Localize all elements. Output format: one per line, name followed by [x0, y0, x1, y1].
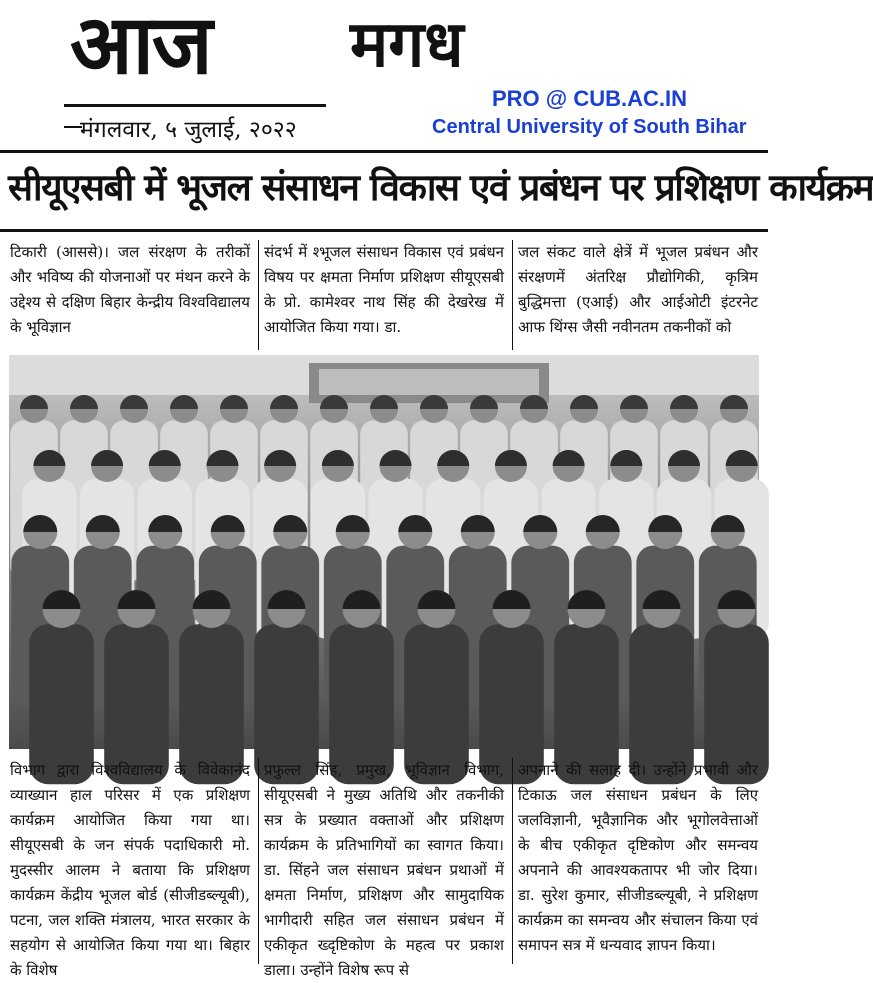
article-top-column-1: टिकारी (आससे)। जल संरक्षण के तरीकों और भविष्य की योजनाओं पर मंथन करने के उद्देश्य से दक्षिण बिहार केन्द्रीय विश्वविद्यालय के भूविज्ञान — [10, 243, 250, 336]
group-photo-illustration — [9, 355, 759, 749]
newspaper-logo: आज — [70, 0, 211, 93]
column-divider — [512, 240, 513, 350]
article-top-column-2: संदर्भ में श्भूजल संसाधन विकास एवं प्रबंधन विषय पर क्षमता निर्माण प्रशिक्षण सीयूएसबी के प्रो. कामेश्वर नाथ सिंह की देखरेख में आयोजित किया गया। डा. — [264, 243, 504, 336]
issue-date: मंगलवार, ५ जुलाई, २०२२ — [80, 117, 297, 143]
masthead — [0, 0, 768, 150]
headline: सीयूएसबी में भूजल संसाधन विकास एवं प्रबंधन पर प्रशिक्षण कार्यक्रम — [8, 166, 873, 209]
group-photo — [9, 355, 759, 749]
people-silhouettes — [10, 395, 769, 784]
university-name: Central University of South Bihar — [432, 116, 747, 138]
article-top-column-3: जल संकट वाले क्षेत्रें में भूजल प्रबंधन और संरक्षणमें अंतरिक्ष प्रौद्योगिकी, कृत्रिम बुद्धिमत्ता (एआई) और आईओटी इंटरनेट आफ थिंग्स जैसी नवीनतम तकनीकों को — [518, 243, 758, 336]
article-bottom-column-2: प्रफुल्ल सिंह, प्रमुख, भूविज्ञान विभाग, सीयूएसबी ने मुख्य अतिथि और तकनीकी सत्र के प्रख्यात वक्ताओं और प्रशिक्षण कार्यक्रम के प्रतिभागियों का स्वागत किया। डा. सिंहने जल संसाधन प्रबंधन प्रथाओं में क्षमता निर्माण, प्रशिक्षण और सामुदायिक भागीदारी सहित जल संसाधन प्रबंधन में एकीकृत ख्दृष्टिकोण के महत्व पर प्रकाश डाला। उन्होंने विशेष रूप से — [264, 761, 504, 979]
article-bottom-column-3: अपनाने की सलाह दी। उन्होंने प्रभावी और टिकाऊ जल संसाधन प्रबंधन के लिए जलविज्ञानी, भूवैज्ञानिक और भूगोलवेत्ताओं के बीच एकीकृत दृष्टिकोण और समन्वय अपनाने की आवश्यकतापर भी जोर दिया। डा. सुरेश कुमार, सीजीडब्ल्यूबी, ने प्रशिक्षण कार्यक्रम का समन्वय और संचालन किया एवं समापन सत्र में धन्यवाद ज्ञापन किया। — [518, 761, 758, 954]
article-bottom-column-1: विभाग द्वारा विश्वविद्यालय के विवेकानंद व्याख्यान हाल परिसर में एक प्रशिक्षण कार्यक्रम आयोजित किया गया था। सीयूएसबी के जन संपर्क पदाधिकारी मो. मुदस्सीर आलम ने बताया कि प्रशिक्षण कार्यक्रम केंद्रीय भूजल बोर्ड (सीजीडब्ल्यूबी), पटना, जल शक्ति मंत्रालय, भारत सरकार के सहयोग से आयोजित किया गया था। बिहार के विशेष — [10, 761, 250, 979]
column-divider — [512, 758, 513, 964]
column-divider — [258, 758, 259, 964]
logo-underline — [64, 104, 326, 107]
pro-email: PRO @ CUB.AC.IN — [492, 86, 688, 111]
column-divider — [258, 240, 259, 350]
edition-name: मगध — [350, 7, 464, 82]
